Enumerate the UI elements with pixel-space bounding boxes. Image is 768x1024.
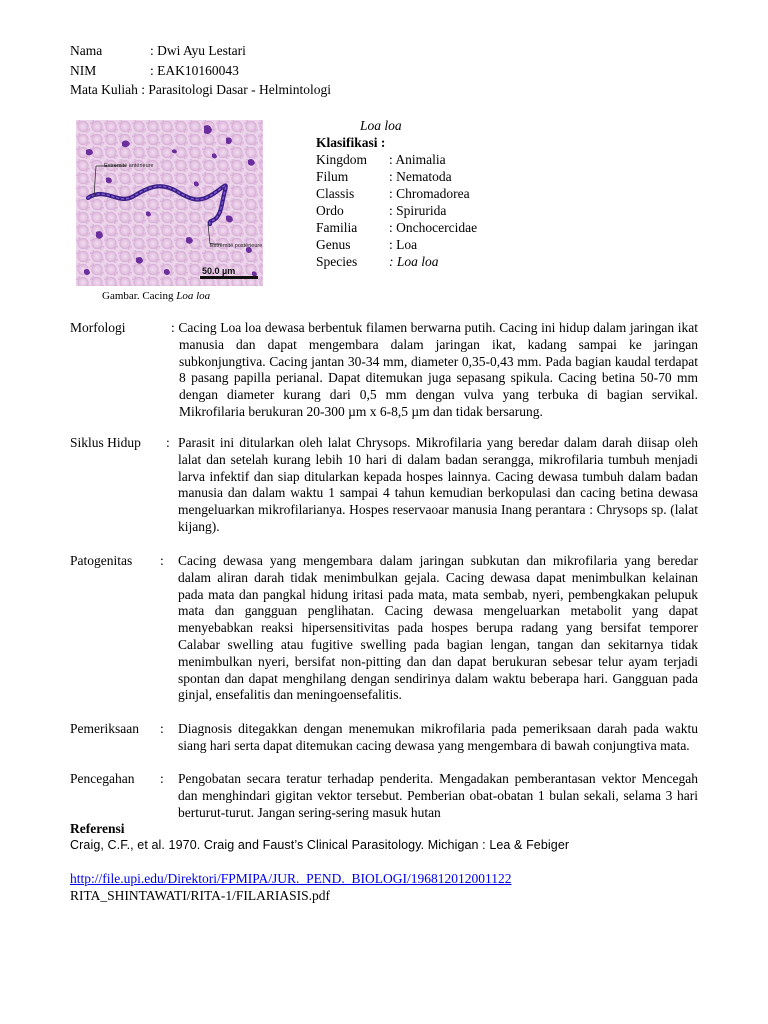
caption-species: Loa loa — [176, 290, 211, 302]
row-label: Classis — [316, 186, 355, 201]
mata-kuliah-label: Mata Kuliah — [70, 82, 138, 97]
pencegahan-colon: : — [160, 771, 164, 786]
patogenitas-label: Patogenitas — [70, 553, 133, 568]
classification-row — [316, 237, 417, 254]
loa-loa-micrograph — [76, 120, 263, 286]
reference-link[interactable]: http://file.upi.edu/Direktori/FPMIPA/JUR._PEND._BIOLOGI/196812012001122 — [70, 871, 512, 886]
pemeriksaan-label: Pemeriksaan — [70, 721, 139, 736]
caption-prefix: Gambar. Cacing — [102, 290, 177, 302]
row-label: Kingdom — [316, 152, 368, 167]
morfologi-text — [171, 320, 698, 421]
classification-row — [316, 152, 446, 169]
classification-title: Klasifikasi : — [316, 135, 386, 150]
morfologi-paragraph: : Cacing Loa loa dewasa berbentuk filamen berwarna putih. Cacing ini hidup dalam jaringan ikat manusia dan dapat mengembara dalam jaringan ikat, kadang sampai ke jaringan subkonjungtiva. Cacing jantan 30-34 mm, diameter 0,35-0,43 mm. Pada bagian kaudal terdapat 8 pasang papilla perianal. Dapat ditemukan juga sepasang spikula. Cacing betina 50-70 mm dengan diameter kurang dari 0,5 mm dengan vulva yang terbuka di bagian servikal. Mikrofilaria berukuran 20-300 µm x 6-8,5 µm dan tidak bersarung. — [171, 320, 698, 419]
row-label: Ordo — [316, 203, 344, 218]
siklus-colon: : — [166, 435, 170, 450]
pemeriksaan-text: Diagnosis ditegakkan dengan menemukan mikrofilaria pada pemeriksaan darah pada waktu siang hari serta dapat ditemukan cacing dewasa yang mengembara di bawah conjungtiva mata. — [178, 721, 698, 753]
row-value: : Loa loa — [389, 254, 439, 269]
classification-row — [316, 220, 477, 237]
row-value: : Animalia — [389, 152, 446, 167]
classification-row — [316, 169, 452, 186]
classification-row — [316, 186, 470, 203]
row-value: : Chromadorea — [389, 186, 470, 201]
pemeriksaan-colon: : — [160, 721, 164, 736]
header-nama — [70, 43, 246, 60]
nama-label: Nama — [70, 43, 103, 58]
classification-row — [316, 203, 446, 220]
pencegahan-label: Pencegahan — [70, 771, 135, 786]
row-value: : Loa — [389, 237, 418, 252]
reference-craig: Craig, C.F., et al. 1970. Craig and Faust’s Clinical Parasitology. Michigan : Lea & Febiger — [70, 838, 570, 852]
label-anterior: Extremité antérieure — [104, 163, 154, 169]
header-mata-kuliah — [70, 82, 331, 99]
mata-kuliah-value: : Parasitologi Dasar - Helmintologi — [141, 82, 331, 97]
header-nim — [70, 63, 239, 80]
row-label: Familia — [316, 220, 358, 235]
scale-bar-label: 50.0 µm — [202, 266, 236, 276]
row-value: : Nematoda — [389, 169, 452, 184]
figure-caption — [102, 288, 210, 305]
morfologi-label: Morfologi — [70, 320, 126, 335]
references-title: Referensi — [70, 821, 125, 836]
siklus-text: Parasit ini ditularkan oleh lalat Chrysops. Mikrofilaria yang beredar dalam darah diisap oleh lalat dan setelah kurang lebih 10 hari di dalam badan serangga, mikrofilaria tumbuh menjadi larva infektif dan siap ditularkan kepada hospes lainnya. Cacing dewasa tumbuh dalam badan manusia dan dalam waktu 1 sampai 4 tahun kemudian berkopulasi dan cacing betina dewasa mengeluarkan mikrofilarianya. Hospes reservaoar manusia Inang perantara : Chrysops sp. (lalat kijang). — [178, 435, 698, 534]
nim-label: NIM — [70, 63, 97, 78]
nim-value: : EAK10160043 — [150, 63, 239, 78]
patogenitas-colon: : — [160, 553, 164, 568]
pencegahan-text: Pengobatan secara teratur terhadap penderita. Mengadakan pemberantasan vektor Mencegah dan menghindari gigitan vektor tersebut. Pemberian obat-obatan 1 bulan sekali, selama 3 hari berturut-turut. Jangan sering-sering masuk hutan — [178, 771, 698, 820]
nama-value: : Dwi Ayu Lestari — [150, 43, 246, 58]
siklus-label: Siklus Hidup — [70, 435, 141, 450]
row-value: : Onchocercidae — [389, 220, 478, 235]
species-title: Loa loa — [360, 118, 402, 133]
patogenitas-text: Cacing dewasa yang mengembara dalam jaringan subkutan dan mikrofilaria yang beredar dalam aliran darah tidak menimbulkan gejala. Cacing dewasa dapat menimbulkan kelainan pada mata dan pangkal hidung iritasi pada mata, mata sembab, nyeri, pembengkakan pelupuk mata dan gangguan penglihatan. Cacing dewasa mengeluarkan metabolit yang dapat menyebabkan reaksi hipersensitivitas pada hospes berupa radang yang bersifat temporer Calabar swelling atau fugitive swelling pada bagian lengan, tangan dan sekitarnya tidak menimbulkan nyeri, bersifat non-pitting dan dan dapat berukuran sebesar telur ayam terjadi spontan dan dapat menghilang dengan sendirinya dalam waktu beberapa hari. Gangguan pada ginjal, ensefalitis dan meningoensefalitis. — [178, 553, 698, 703]
row-label: Filum — [316, 169, 349, 184]
row-value: : Spirurida — [389, 203, 447, 218]
row-label: Genus — [316, 237, 351, 252]
reference-file: RITA_SHINTAWATI/RITA-1/FILARIASIS.pdf — [70, 888, 331, 903]
classification-row — [316, 254, 439, 271]
row-label: Species — [316, 254, 358, 269]
label-posterior: Extremité postérieure — [210, 243, 263, 249]
